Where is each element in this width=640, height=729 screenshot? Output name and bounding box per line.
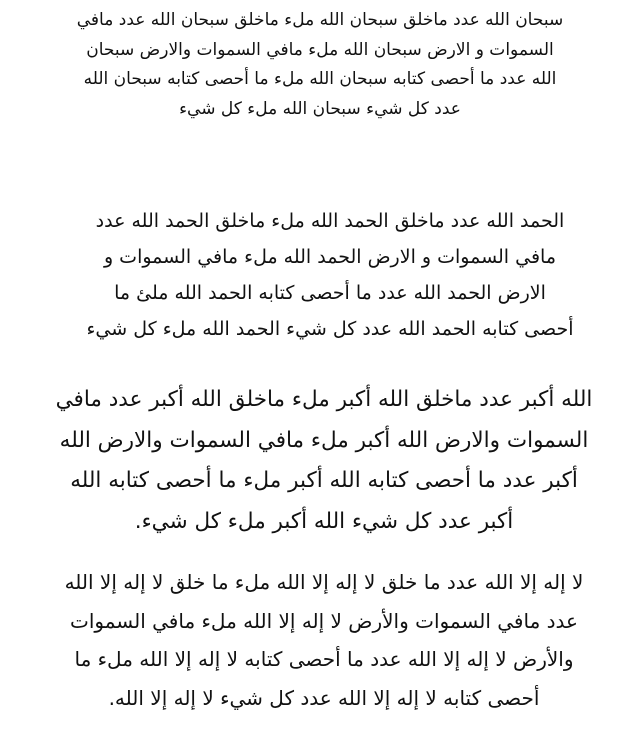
text-line: مافي السموات و الارض الحمد الله ملء مافي السموات و: [103, 246, 557, 268]
text-line: لا إله إلا الله عدد ما خلق لا إله إلا الله ملء ما خلق لا إله إلا الله: [64, 570, 584, 594]
text-line: سبحان الله عدد ماخلق سبحان الله ملء ماخلق سبحان الله عدد مافي: [76, 10, 564, 30]
paragraph-tahlil: [34, 563, 614, 717]
text-line: أكبر عدد ما أحصى كتابه الله أكبر ملء ما أحصى كتابه الله: [70, 468, 578, 493]
text-line: السموات والارض الله أكبر ملء مافي السموات والارض الله: [59, 427, 589, 453]
text-line: الله عدد ما أحصى كتابه سبحان الله ملء ما أحصى كتابه سبحان الله: [83, 69, 557, 89]
text-line: عدد كل شيء سبحان الله ملء كل شيء: [179, 98, 461, 119]
text-line: السموات و الارض سبحان الله ملء مافي السموات والارض سبحان: [86, 39, 554, 60]
paragraph-tahmid: [60, 203, 600, 347]
paragraph-tasbih: [60, 6, 580, 124]
text-line: عدد مافي السموات والأرض لا إله إلا الله ملء مافي السموات: [70, 608, 578, 633]
text-line: الحمد الله عدد ماخلق الحمد الله ملء ماخلق الحمد الله عدد: [95, 210, 565, 232]
text-line: الله أكبر عدد ماخلق الله أكبر ملء ماخلق الله أكبر عدد مافي: [55, 387, 593, 412]
text-line: أكبر عدد كل شيء الله أكبر ملء كل شيء.: [134, 508, 514, 534]
text-line: أحصى كتابه لا إله إلا الله عدد كل شيء لا إله إلا الله.: [108, 685, 540, 710]
text-line: أحصى كتابه الحمد الله عدد كل شيء الحمد الله ملء كل شيء: [86, 318, 574, 340]
text-line: والأرض لا إله إلا الله عدد ما أحصى كتابه لا إله إلا الله ملء ما: [74, 647, 574, 671]
paragraph-takbir: [34, 380, 614, 542]
text-line: الارض الحمد الله عدد ما أحصى كتابه الحمد الله ملئ ما: [114, 282, 546, 304]
